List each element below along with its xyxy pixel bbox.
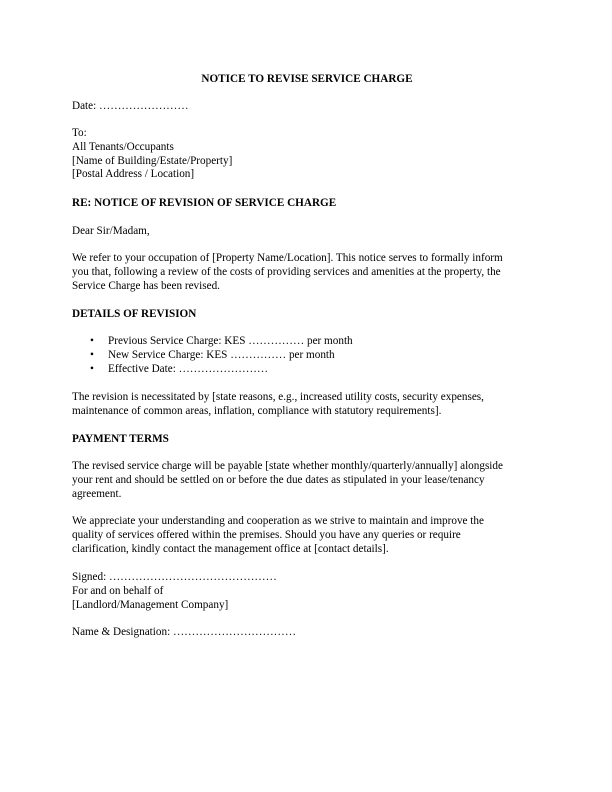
payment-line-3: agreement.	[72, 487, 122, 500]
intro-line-2: you that, following a review of the costs of providing services and amenities at the property, the	[72, 265, 501, 278]
detail-text: Previous Service Charge: KES …………… per month	[108, 335, 353, 347]
payment-heading: PAYMENT TERMS	[72, 433, 169, 445]
re-heading: RE: NOTICE OF REVISION OF SERVICE CHARGE	[72, 197, 337, 209]
recipient-to: To:	[72, 127, 87, 139]
closing-line-3: clarification, kindly contact the management office at [contact details].	[72, 542, 389, 555]
date-line: Date: ……………………	[72, 100, 189, 112]
salutation: Dear Sir/Madam,	[72, 225, 150, 237]
recipient-line-3: [Postal Address / Location]	[72, 168, 195, 181]
details-heading: DETAILS OF REVISION	[72, 308, 197, 320]
reason-line-1: The revision is necessitated by [state reasons, e.g., increased utility costs, security expenses,	[72, 391, 484, 403]
detail-text: New Service Charge: KES …………… per month	[108, 348, 335, 361]
recipient-line-2: [Name of Building/Estate/Property]	[72, 154, 233, 167]
signature-block	[72, 571, 542, 612]
detail-item-new-charge	[72, 349, 542, 363]
reason-paragraph	[72, 391, 542, 419]
payment-paragraph	[72, 460, 542, 501]
behalf-line: For and on behalf of	[72, 584, 164, 597]
intro-line-1: We refer to your occupation of [Property Name/Location]. This notice serves to formally inform	[72, 252, 503, 264]
company-line: [Landlord/Management Company]	[72, 598, 229, 611]
payment-line-1: The revised service charge will be payable [state whether monthly/quarterly/annually] alongside	[72, 460, 503, 472]
detail-item-effective-date	[72, 363, 542, 377]
signed-line: Signed: ………………………………………	[72, 571, 277, 583]
recipient-line-1: All Tenants/Occupants	[72, 140, 174, 153]
recipient-block	[72, 127, 542, 182]
closing-line-2: quality of services offered within the premises. Should you have any queries or require	[72, 528, 461, 541]
detail-text: Effective Date: ……………………	[108, 362, 269, 375]
document-title: NOTICE TO REVISE SERVICE CHARGE	[201, 73, 413, 85]
intro-line-3: Service Charge has been revised.	[72, 279, 220, 292]
intro-paragraph	[72, 252, 542, 293]
detail-item-previous-charge	[72, 335, 542, 349]
closing-line-1: We appreciate your understanding and cooperation as we strive to maintain and improve the	[72, 515, 484, 527]
payment-line-2: your rent and should be settled on or before the due dates as stipulated in your lease/tenancy	[72, 473, 485, 486]
bullet-icon: •	[90, 362, 94, 375]
details-list	[72, 335, 542, 376]
name-designation-line: Name & Designation: ……………………………	[72, 626, 297, 638]
closing-paragraph	[72, 515, 542, 556]
bullet-icon: •	[90, 335, 94, 347]
reason-line-2: maintenance of common areas, inflation, compliance with statutory requirements].	[72, 404, 442, 417]
bullet-icon: •	[90, 348, 94, 361]
